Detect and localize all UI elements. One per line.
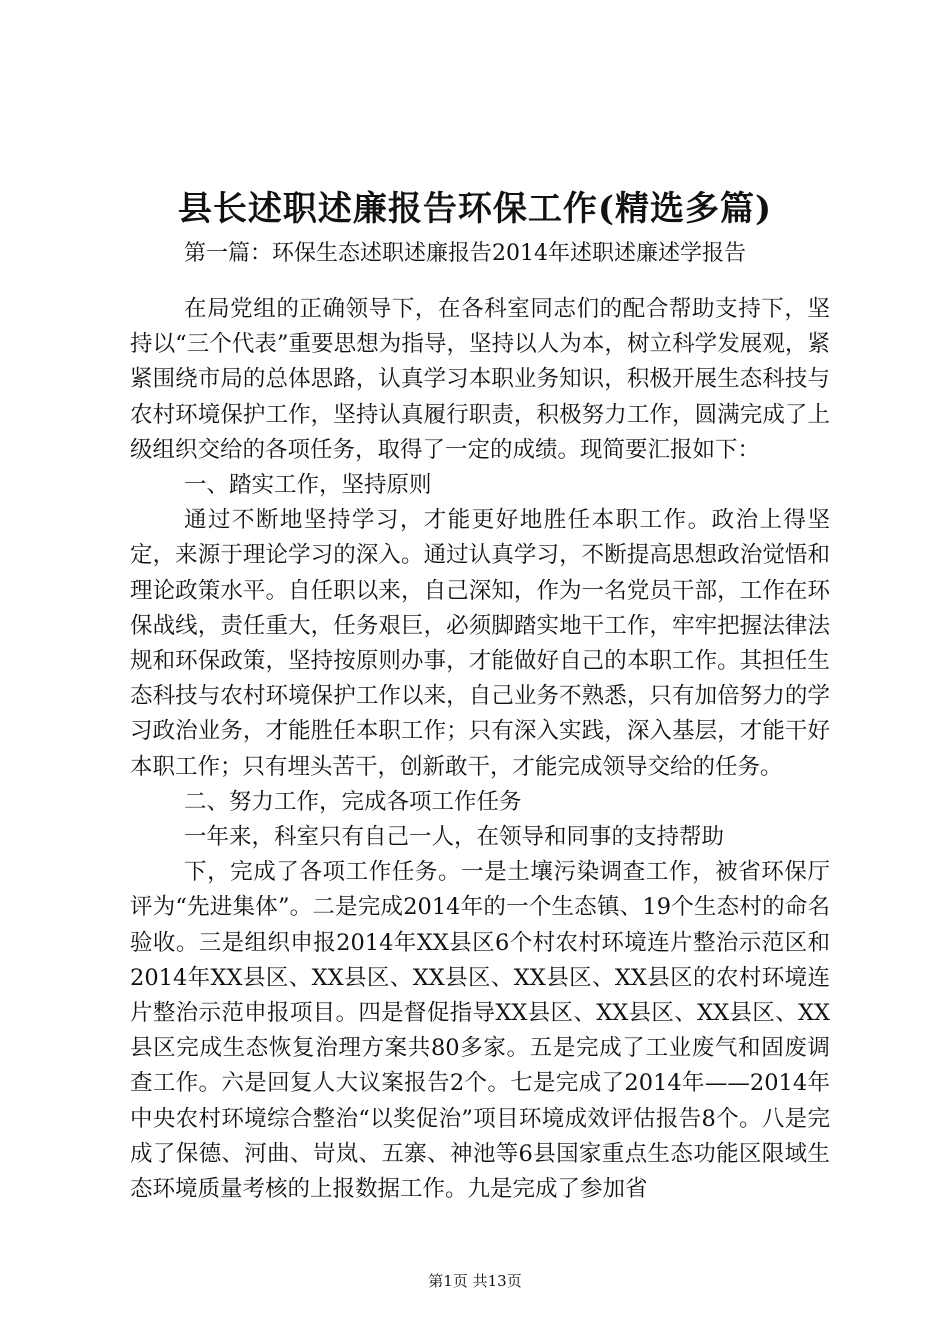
page-number: 第1页 共13页 [428,1272,522,1290]
paragraph: 在局党组的正确领导下，在各科室同志们的配合帮助支持下，坚持以“三个代表”重要思想为指导，坚持以人为本，树立科学发展观，紧紧围绕市局的总体思路，认真学习本职业务知识，积极开展生态科技与农村环境保护工作，坚持认真履行职责，积极努力工作，圆满完成了上级组织交给的各项任务，取得了一定的成绩。现简要汇报如下： [130,296,830,463]
document-body [130,292,830,1207]
section-heading: 一、踏实工作，坚持原则 [184,472,432,499]
paragraph: 下，完成了各项工作任务。一是土壤污染调查工作，被省环保厅评为“先进集体”。二是完成2014年的一个生态镇、19个生态村的命名验收。三是组织申报2014年XX县区6个村农村环境连片整治示范区和2014年XX县区、XX县区、XX县区、XX县区、XX县区的农村环境连片整治示范申报项目。四是督促指导XX县区、XX县区、XX县区、XX县区完成生态恢复治理方案共80多家。五是完成了工业废气和固废调查工作。六是回复人大议案报告2个。七是完成了2014年——2014年中央农村环境综合整治“以奖促治”项目环境成效评估报告8个。八是完成了保德、河曲、岢岚、五寨、神池等6县国家重点生态功能区限域生态环境质量考核的上报数据工作。九是完成了参加省 [130,859,830,1203]
section-heading: 二、努力工作，完成各项工作任务 [184,788,522,815]
document-title: 县长述职述廉报告环保工作(精选多篇) [177,189,773,229]
paragraph: 一年来，科室只有自己一人，在领导和同事的支持帮助 [184,824,725,851]
paragraph: 通过不断地坚持学习，才能更好地胜任本职工作。政治上得坚定，来源于理论学习的深入。通过认真学习，不断提高思想政治觉悟和理论政策水平。自任职以来，自己深知，作为一名党员干部，工作在环保战线，责任重大，任务艰巨，必须脚踏实地干工作，牢牢把握法律法规和环保政策，坚持按原则办事，才能做好自己的本职工作。其担任生态科技与农村环境保护工作以来，自己业务不熟悉，只有加倍努力的学习政治业务，才能胜任本职工作；只有深入实践，深入基层，才能干好本职工作；只有埋头苦干，创新敢干，才能完成领导交给的任务。 [130,507,830,780]
document-subtitle: 第一篇：环保生态述职述廉报告2014年述职述廉述学报告 [184,241,746,266]
